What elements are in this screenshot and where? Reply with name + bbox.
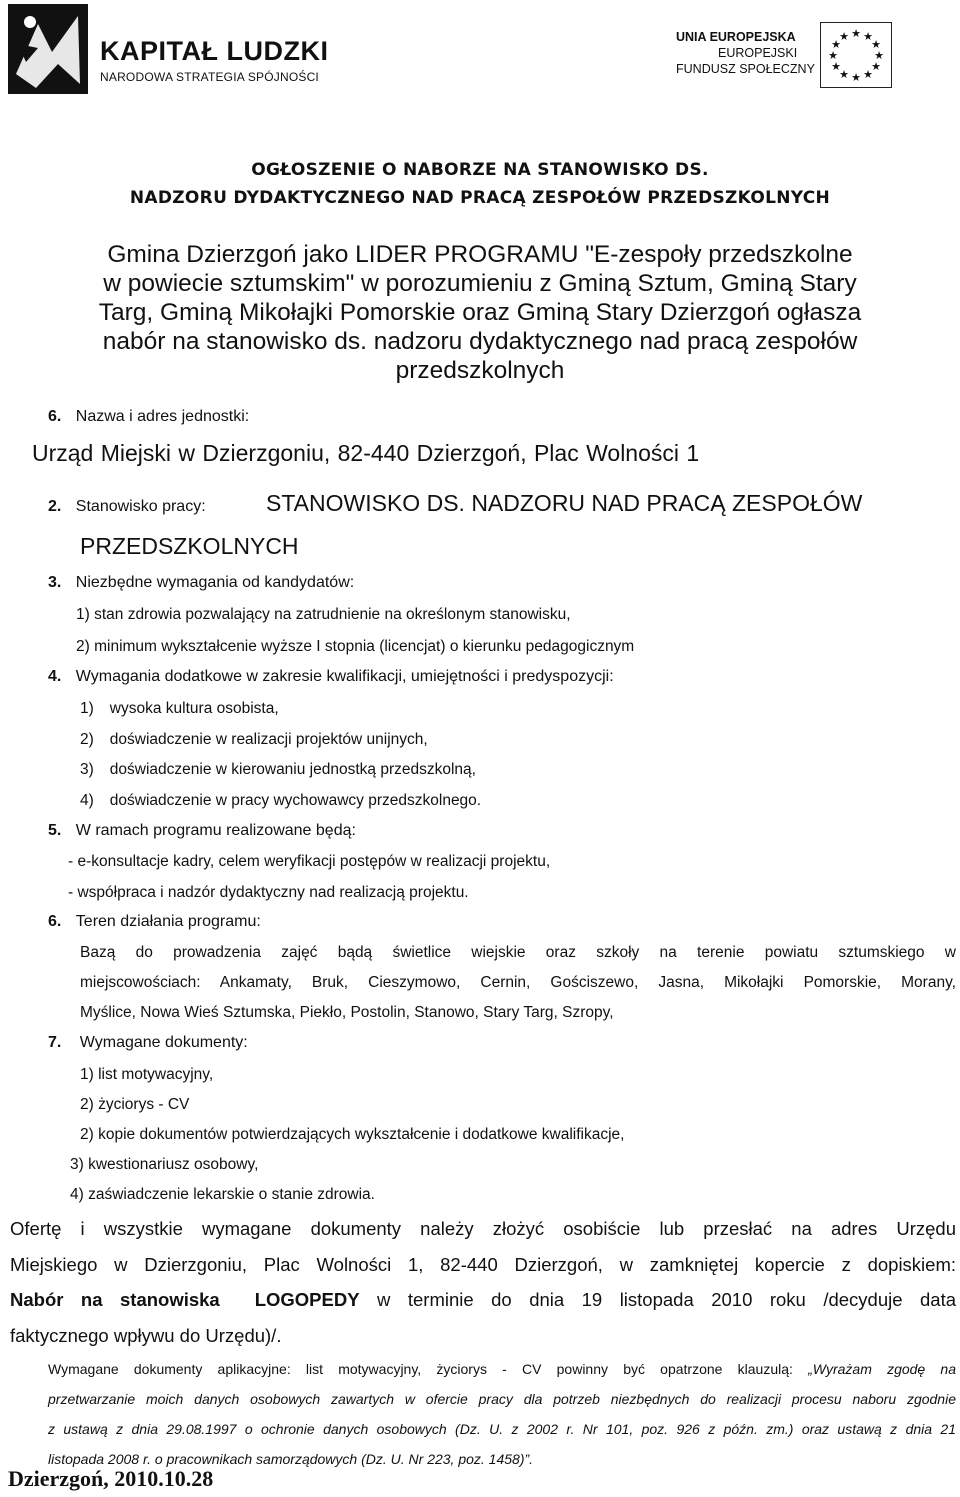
place-and-date: Dzierzgoń, 2010.10.28 [8,1466,214,1491]
section-area-heading [48,913,261,931]
section-program-heading [48,822,356,840]
offer-line: Miejskiego w Dzierzgoniu, Plac Wolności 1, 82-440 Dzierzgoń, w zamkniętej kopercie z dopiskiem: [10,1254,956,1275]
document-item: 3) kwestionariusz osobowy, [70,1156,259,1173]
svg-text:★: ★ [831,38,841,51]
svg-text:★: ★ [828,49,838,62]
announcement-heading-line1: OGŁOSZENIE O NABORZE NA STANOWISKO DS. [251,160,709,180]
lead-line: w powiecie sztumskim" w porozumieniu z Gminą Sztum, Gminą Stary [103,270,857,297]
lead-line: Gmina Dzierzgoń jako LIDER PROGRAMU "E-zespoły przedszkolne [107,241,853,268]
section-number: 2. [48,498,62,515]
area-line: Bazą do prowadzenia zajęć bądą świetlice wiejskie oraz szkoły na terenie powiatu sztumskiego w [80,944,956,961]
svg-text:★: ★ [839,68,849,81]
position-name-line1: STANOWISKO DS. NADZORU NAD PRACĄ ZESPOŁÓW [266,490,863,516]
eu-logo [676,22,948,86]
clause-line [48,1414,956,1444]
requirement-item: 1) stan zdrowia pozwalający na zatrudnienie na określonym stanowisku, [76,606,571,623]
section-title: Stanowisko pracy: [75,498,206,515]
announcement-heading-line2: NADZORU DYDAKTYCZNEGO NAD PRACĄ ZESPOŁÓW PRZEDSZKOLNYCH [129,188,831,208]
clause-line [48,1354,956,1384]
document-item: 4) zaświadczenie lekarskie o stanie zdrowia. [70,1186,375,1203]
area-line: miejscowościach: Ankamaty, Bruk, Cieszymowo, Cernin, Gościszewo, Jasna, Mikołajki Pomorskie, Morany, [80,974,956,991]
document-item: 2) kopie dokumentów potwierdzających wykształcenie i dodatkowe kwalifikacje, [80,1126,625,1143]
document-item: 1) list motywacyjny, [80,1066,214,1083]
ue-line2: EUROPEJSKI [718,46,798,60]
svg-text:★: ★ [863,30,873,43]
svg-text:★: ★ [863,68,873,81]
svg-text:★: ★ [839,30,849,43]
svg-text:★: ★ [851,71,861,84]
program-item: - e-konsultacje kadry, celem weryfikacji postępów w realizacji projektu, [68,853,551,870]
item-text: doświadczenie w pracy wychowawcy przedszkolnego. [109,792,482,809]
svg-text:★: ★ [871,60,881,73]
section-unit-heading [48,408,249,426]
area-line: Myślice, Nowa Wieś Sztumska, Piekło, Postolin, Stanowo, Stary Targ, Szropy, [80,1004,614,1021]
additional-item [80,731,428,749]
lead-line: przedszkolnych [395,357,565,384]
item-text: doświadczenie w realizacji projektów unijnych, [109,731,428,748]
section-number: 4. [48,668,62,685]
ue-line1: UNIA EUROPEJSKA [676,30,796,44]
kapital-ludzki-logo [8,4,328,94]
section-title: Wymagania dodatkowe w zakresie kwalifikacji, umiejętności i predyspozycji: [75,668,614,685]
section-number: 7. [48,1034,62,1051]
section-number: 6. [48,408,62,425]
kl-subtitle: NARODOWA STRATEGIA SPÓJNOŚCI [100,70,319,84]
clause-italic: listopada 2008 r. o pracownikach samorządowych (Dz. U. Nr 223, poz. 1458)”. [48,1451,534,1467]
section-additional-heading [48,668,614,686]
offer-line [10,1289,956,1311]
ue-line3: FUNDUSZ SPOŁECZNY [676,62,815,76]
item-text: doświadczenie w kierowaniu jednostką przedszkolną, [109,761,476,778]
item-number: 3) [80,761,94,778]
document-item: 2) życiorys - CV [80,1096,190,1113]
position-name-line2: PRZEDSZKOLNYCH [80,533,299,559]
section-title: Niezbędne wymagania od kandydatów: [75,574,355,591]
additional-item [80,761,476,779]
offer-bold: Nabór na stanowiska [10,1289,220,1310]
offer-line: faktycznego wpływu do Urzędu)/. [10,1325,282,1346]
section-requirements-heading [48,574,354,592]
svg-text:★: ★ [874,49,884,62]
offer-deadline: w terminie do dnia 19 listopada 2010 roku /decyduje data [377,1289,957,1310]
section-number: 3. [48,574,62,591]
additional-item [80,792,481,810]
clause-italic: przetwarzanie moich danych osobowych zawartych w ofercie pracy dla potrzeb niezbędnych do realizacji procesu naboru zgodnie [48,1391,956,1407]
clause-italic: „Wyrażam zgodę na [808,1361,956,1377]
lead-line: Targ, Gminą Mikołajki Pomorskie oraz Gminą Stary Dzierzgoń ogłasza [98,299,862,326]
offer-bold-position: LOGOPEDY [254,1289,360,1310]
svg-text:★: ★ [831,60,841,73]
clause-italic: z ustawą z dnia 29.08.1997 o ochronie danych osobowych (Dz. U. z 2002 r. Nr 101, poz. 926 z późn. zm.) oraz ustawą z dnia 21 [48,1421,956,1437]
svg-text:★: ★ [851,27,861,40]
requirement-item: 2) minimum wykształcenie wyższe I stopnia (licencjat) o kierunku pedagogicznym [76,638,635,655]
clause-plain: Wymagane dokumenty aplikacyjne: list motywacyjny, życiorys - CV powinny być opatrzone klauzulą: [48,1361,809,1377]
section-position-heading [48,498,206,516]
section-number: 6. [48,913,62,930]
program-item: - współpraca i nadzór dydaktyczny nad realizacją projektu. [68,884,469,901]
item-number: 1) [80,700,94,717]
item-number: 2) [80,731,94,748]
clause-line [48,1384,956,1414]
section-number: 5. [48,822,62,839]
lead-paragraph [10,240,950,385]
offer-line: Ofertę i wszystkie wymagane dokumenty należy złożyć osobiście lub przesłać na adres Urzędu [10,1218,956,1239]
item-number: 4) [80,792,94,809]
section-title: Nazwa i adres jednostki: [75,408,250,425]
additional-item [80,700,279,718]
kl-title: KAPITAŁ LUDZKI [100,36,329,66]
section-documents-heading [48,1034,248,1052]
kapital-ludzki-emblem-icon [8,4,88,94]
section-title: W ramach programu realizowane będą: [75,822,356,839]
eu-flag-icon [820,22,892,88]
lead-line: nabór na stanowisko ds. nadzoru dydaktycznego nad pracą zespołów [102,328,858,355]
section-title: Wymagane dokumenty: [79,1034,248,1051]
section-title: Teren działania programu: [75,913,261,930]
item-text: wysoka kultura osobista, [109,700,279,717]
svg-text:★: ★ [871,38,881,51]
unit-address: Urząd Miejski w Dzierzgoniu, 82-440 Dzierzgoń, Plac Wolności 1 [32,440,700,466]
